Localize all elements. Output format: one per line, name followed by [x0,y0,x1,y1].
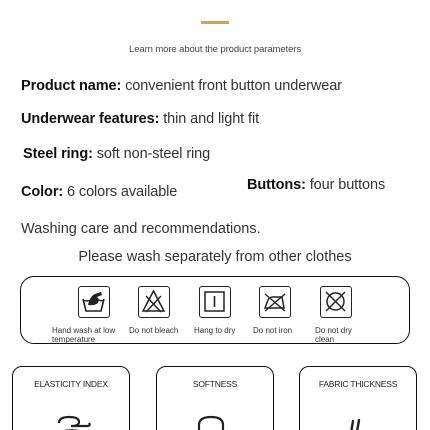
hang-dry-icon [199,286,231,318]
care-label: Hang to dry [194,326,236,335]
product-name-value: convenient front button underwear [121,78,342,94]
care-symbols-panel [20,276,410,344]
accent-divider [201,21,229,24]
color-key: Color: [21,184,64,200]
no-bleach-icon [138,286,170,318]
care-title: Washing care and recommendations. [21,221,261,237]
features-value: thin and light fit [159,111,259,127]
buttons-row [247,177,385,193]
hand-wash-icon [78,286,110,318]
section-subtitle: Learn more about the product parameters [129,44,301,55]
card-title: ELASTICITY INDEX [34,379,108,389]
softness-card [156,366,274,430]
steel-ring-value: soft non-steel ring [92,146,211,162]
thickness-icon [300,407,417,430]
card-title: FABRIC THICKNESS [318,379,398,389]
care-label: Hand wash at low temperature [52,326,116,344]
color-value: 6 colors available [63,184,178,200]
features-row [21,111,259,127]
no-dry-clean-icon [320,286,352,318]
thickness-card [299,366,417,430]
color-row [21,184,177,200]
care-label: Do not dry clean [315,326,352,344]
care-label: Do not iron [253,326,293,335]
buttons-key: Buttons: [247,177,306,193]
steel-ring-row [23,146,210,162]
elasticity-icon [13,407,130,430]
no-iron-icon [259,286,291,318]
softness-icon [157,407,274,430]
care-label: Do not bleach [129,326,179,335]
features-key: Underwear features: [21,111,160,127]
card-title: SOFTNESS [192,379,238,389]
buttons-value: four buttons [305,177,386,193]
care-note: Please wash separately from other clothes [78,249,352,265]
elasticity-card [12,366,130,430]
steel-ring-key: Steel ring: [23,146,93,162]
product-name-key: Product name: [21,78,122,94]
product-name-row [21,78,342,94]
